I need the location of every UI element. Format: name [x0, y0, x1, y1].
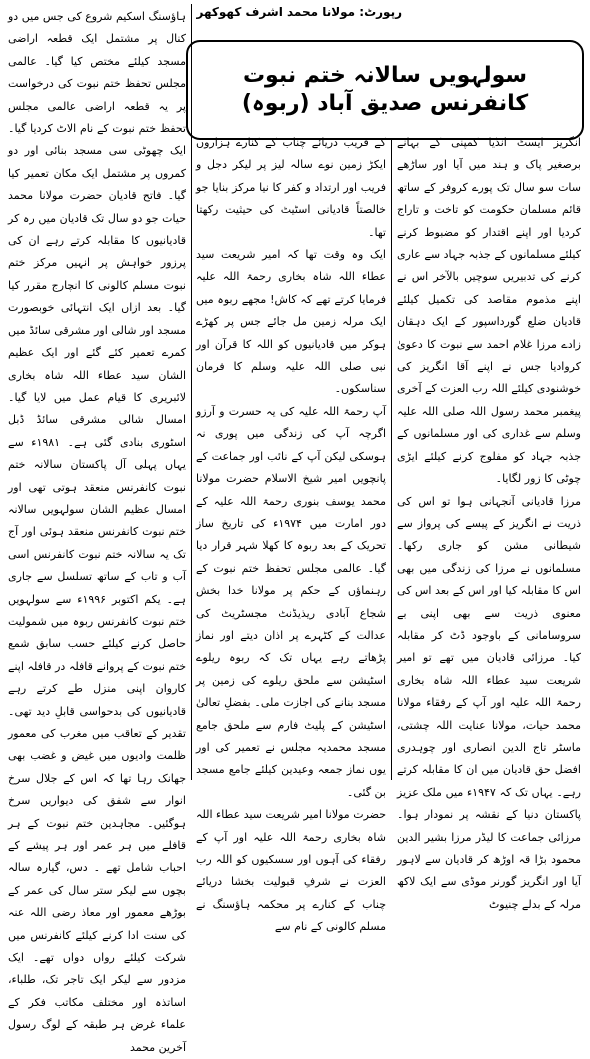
headline-box — [186, 40, 584, 140]
byline: رپورٹ: مولانا محمد اشرف کھوکھر — [196, 5, 402, 19]
headline-text: سولہویں سالانہ ختم نبوت کانفرنس صدیق آباد (ربوہ) — [241, 63, 529, 116]
paragraph: کے قریب دریائے چناب کے کنارے ہزاروں ایکڑ زمین نوے سالہ لیز پر لیکر دجل و فریب اور ارتداد و کفر کا نیا مرکز بنایا جو خالصتاً قادیانی اسٹیٹ کی حیثیت رکھتا تھا۔ — [196, 136, 386, 239]
paragraph: مرزا قادیانی آنجہانی ہوا تو اس کی ذریت نے انگریز کے پیسے کی پرواز سے شیطانی مشن کو جاری رکھا۔ مسلمانوں نے مرزا کی زندگی میں بھی اس کا مقابلہ کیا اور اس کے بعد اس کی معنوی ذریت سے بھی اپنی بے سروسامانی کے باوجود ڈٹ کر مقابلہ کیا۔ مرزائی قادیان میں تھے تو امیر شریعت سید عطاء اللہ شاہ بخاری رحمۃ اللہ علیہ اور آپ کے رفقاء مولانا محمد حیات، مولانا عنایت اللہ چشتی، ماسٹر تاج الدین انصاری اور چوہدری افضل حق قادیان میں ان کا مقابلہ کرتے رہے۔ یہاں تک کہ ۱۹۴۷ء میں ملک عزیز پاکستان دنیا کے نقشہ پر نمودار ہوا۔ مرزائی جماعت کا لیڈر مرزا بشیر الدین محمود بڑا قہ اوڑھ کر قادیان سے لاہور آیا اور انگریز گورنر موڈی سے ایک لاکھ مرلہ کے بدلے چنیوٹ — [397, 494, 581, 911]
paragraph: ایک وہ وقت تھا کہ امیر شریعت سید عطاء اللہ شاہ بخاری رحمۃ اللہ علیہ فرمایا کرتے تھے کہ کاش! مجھے ربوہ میں ایک مرلہ زمین مل جائے جس پر کھڑے ہوکر میں قادیانیوں کو اللہ کا قرآن اور نبی صلی اللہ علیہ وسلم کا فرمان سناسکوں۔ — [196, 248, 386, 396]
column-middle — [196, 132, 386, 934]
paragraph: ہاؤسنگ اسکیم شروع کی جس میں دو کنال پر مشتمل ایک قطعہ اراضی مسجد کیلئے مختص کیا گیا۔ عالمی مجلس تحفظ ختم نبوت کی درخواست پر یہ قطعہ اراضی عالمی مجلس تحفظ ختم نبوت کے نام الاٹ کردیا گیا۔ ایک چھوٹی سی مسجد بنائی اور دو کمروں پر مشتمل ایک مکان تعمیر کیا گیا۔ فاتح قادیان حضرت مولانا محمد حیات جو دو سال تک قادیان میں رہ کر قادیانیوں کا مقابلہ کرتے رہے ان کی پرزور خواہش پر انہیں مرکز ختم نبوت مسلم کالونی کا انچارج مقرر کیا گیا۔ بعد ازاں ایک انتہائی خوبصورت مسجد اور شالی اور مشرقی سائڈ میں کمرے تعمیر کئے گئے اور ایک عظیم الشان سید عطاء اللہ شاہ بخاری لائبریری کا قیام عمل میں لایا گیا۔ امسال شالی مشرقی سائڈ ڈبل اسٹوری بنادی گئی ہے۔ ۱۹۸۱ء سے یہاں پہلی آل پاکستان سالانہ ختم نبوت کانفرنس منعقد ہوتی تھی اور امسال عظیم الشان سولہویں سالانہ ختم نبوت کانفرنس منعقد ہوئی اور آج تک یہ سالانہ ختم نبوت کانفرنس اسی آب و تاب کے ساتھ تسلسل سے جاری ہے۔ یکم اکتوبر ۱۹۹۶ء سے سولہویں ختم نبوت کانفرنس ربوہ میں شمولیت حاصل کرنے کیلئے حسب سابق شمع ختم نبوت کے پروانے قافلہ در قافلہ اپنے کاروان اپنی منزل طے کرتے رہے قادیانیوں کی بدحواسی قابلِ دید تھی۔ تقدیر کے تعاقب میں مغرب کی معمور ظلمت وادیوں میں غیض و غضب بھی جھانک رہا تھا کہ اس کے جلال سرخ انوار سے شفق کی دیواریں سرخ ہوگئیں۔ مجاہدین ختم نبوت کے ہر قافلے میں ہر عمر اور ہر پیشے کے احباب شامل تھے ۔ دس، گیارہ سالہ بچوں سے لیکر ستر سال کی عمر کے بوڑھے معمور اور معاذ رضی اللہ عنہ کی سنت ادا کرنے کیلئے کانفرنس میں شرکت کیلئے رواں دواں تھے۔ ایک مزدور سے لیکر ایک تاجر تک، طلباء، اساتذہ اور مختلف مکاتب فکر کے علماء غرض ہر طبقہ کے لوگ رسول آخرین محمد — [8, 10, 186, 1054]
column-divider-left — [191, 4, 192, 780]
paragraph: حضرت مولانا امیر شریعت سید عطاء اللہ شاہ بخاری رحمۃ اللہ علیہ اور آپ کے رفقاء کی آہوں اور سسکیوں کو اللہ رب العزت نے شرفِ قبولیت بخشا دریائے چناب کے کنارے پر محکمہ ہاؤسنگ نے مسلم کالونی کے نام سے — [196, 808, 386, 934]
column-right — [397, 132, 581, 911]
column-left — [8, 6, 186, 1054]
paragraph: انگریز ایسٹ انڈیا کمپنی کے بہانے برصغیر پاک و ہند میں آیا اور ساڑھے سات سو سال تک پورے کروفر کے ساتھ قائم مسلمان حکومت کو تاخت و تاراج کردیا اور اپنے اقتدار کو مضبوط کرنے کیلئے مسلمانوں کے جذبہ جہاد سے عاری کرنے کی تدبیریں سوچیں بالآخر اس نے اپنے مذموم مقاصد کی تکمیل کیلئے قادیان ضلع گورداسپور کے ایک دہقان زادے مرزا غلام احمد سے نبوت کا دعویٰ کروادیا جس نے اپنے آقا انگریز کی خوشنودی کیلئے اللہ رب العزت کے آخری پیغمبر محمد رسول اللہ صلی اللہ علیہ وسلم سے غداری کی اور مسلمانوں کے جذبہ جہاد کو مفلوج کرنے کیلئے ایڑی چوٹی کا زور لگایا۔ — [397, 136, 581, 486]
column-divider-right — [391, 140, 392, 780]
paragraph: آپ رحمۃ اللہ علیہ کی یہ حسرت و آرزو اگرچہ آپ کی زندگی میں پوری نہ ہوسکی لیکن آپ کے نائب اور جماعت کے پانچویں امیر شیخ الاسلام حضرت مولانا محمد یوسف بنوری رحمۃ اللہ علیہ کے دور امارت میں ۱۹۷۴ء کی تاریخ ساز تحریک کے بعد ربوہ کا کھلا شہر قرار دیا گیا۔ عالمی مجلس تحفظ ختم نبوت کے رہنماؤں کے حکم پر مولانا خدا بخش شجاع آبادی ریذیڈنٹ مجسٹریٹ کی عدالت کے کٹہرے پر اذان دیتے اور نماز پڑھاتے رہے یہاں تک کہ ربوہ ریلوے اسٹیشن سے ملحق ریلوے کی زمین پر مسجد بنانے کی اجازت ملی۔ بفضلِ تعالیٰ اسٹیشن کے پلیٹ فارم سے ملحق جامع مسجد محمدیہ مجلس نے تعمیر کی اور یوں نماز جمعہ وعیدین کیلئے جامع مسجد بن گئی۔ — [196, 404, 386, 799]
